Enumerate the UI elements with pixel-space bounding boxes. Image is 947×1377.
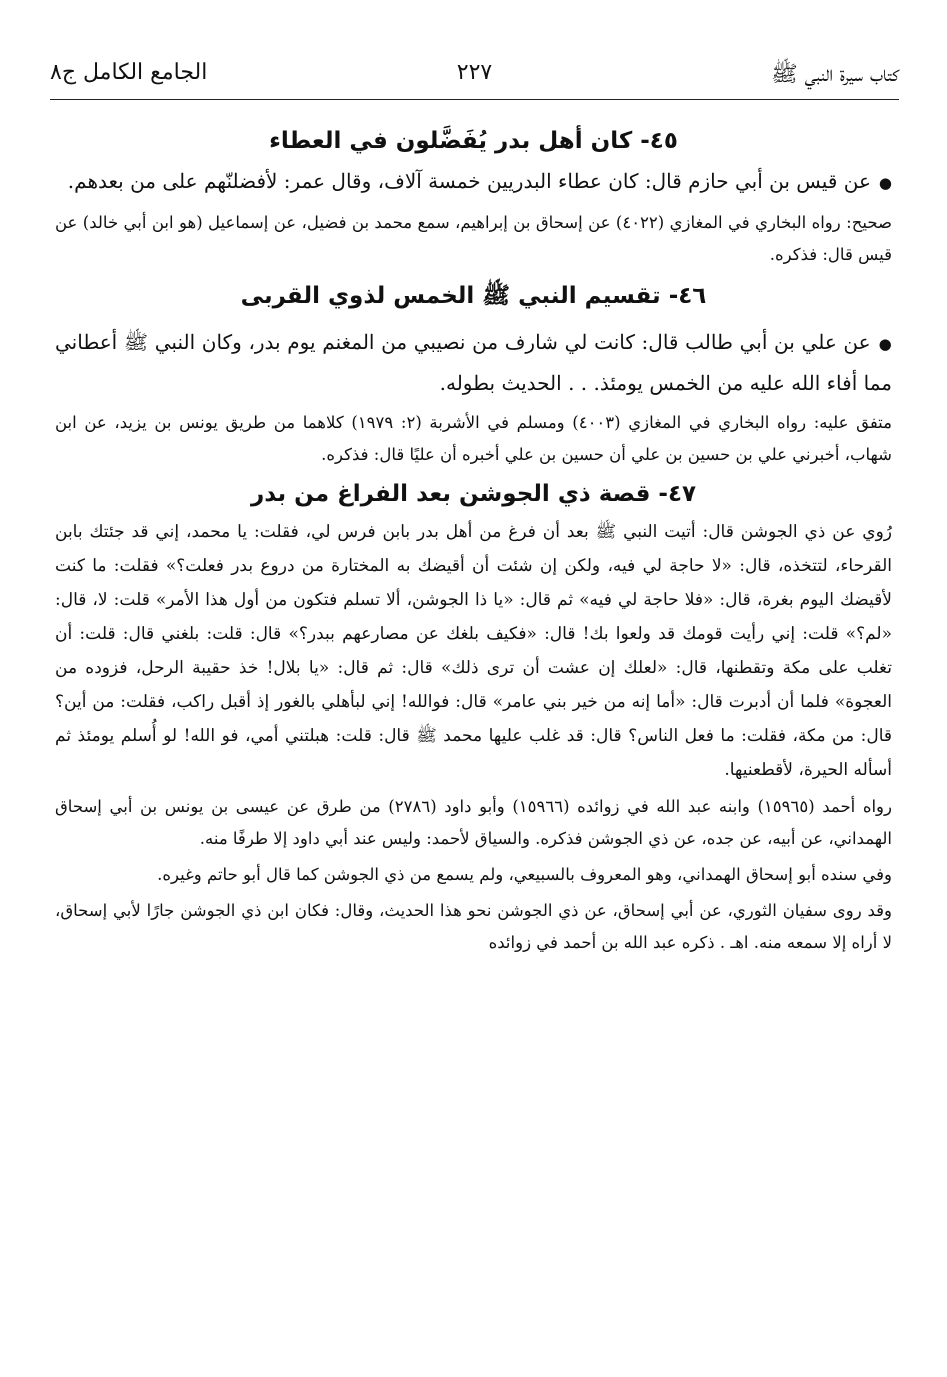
header-divider — [50, 99, 899, 100]
section-46 — [55, 281, 892, 471]
story-text: رُوي عن ذي الجوشن قال: أتيت النبي ﷺ بعد أن فرغ من أهل بدر بابن فرس لي، فقلت: يا محمد، إني قد جئتك بابن القرحاء، لتتخذه، قال: «لا حاجة لي فيه، ولكن إن شئت أن أقيضك به المختارة من دروع بدر فعلت؟» فقلت: ما كنت لأقيضك اليوم بغرة، قال: «فلا حاجة لي فيه» ثم قال: «يا ذا الجوشن، ألا تسلم فتكون من أول هذا الأمر» قلت: لا، قال: «لم؟» قلت: إني رأيت قومك قد ولعوا بك! قال: «فكيف بلغك عن مصارعهم ببدر؟» قال: قلت: بلغني قال: قلت: أن تغلب على مكة وتقطنها، قال: «لعلك إن عشت أن ترى ذلك» قال: ثم قال: «يا بلال! خذ حقيبة الرحل، فزوده من العجوة» فلما أن أدبرت قال: «أما إنه من خير بني عامر» قال: فوالله! إني لبأهلي بالغور إذ أقبل راكب، فقلت: من أين؟ قال: من مكة، فقلت: ما فعل الناس؟ قال: قد غلب عليها محمد ﷺ قال: قلت: هبلتني أمي، فو الله! لو أُسلم يومئذ ثم أسأله الحيرة، لأقطعنيها. — [55, 522, 892, 780]
page-body — [55, 118, 892, 963]
bullet-icon: ● — [878, 174, 892, 192]
section-47 — [55, 481, 892, 959]
hadith-text — [55, 162, 892, 203]
section-45 — [55, 128, 892, 271]
reference-paragraph: رواه أحمد (١٥٩٦٥) وابنه عبد الله في زوائده (١٥٩٦٦) وأبو داود (٢٧٨٦) من طرق عن عيسى بن يونس بن أبي إسحاق الهمداني، عن أبيه، عن جده، عن ذي الجوشن فذكره. والسياق لأحمد: وليس عند أبي داود إلا طرفًا منه. — [55, 797, 892, 848]
running-header — [50, 52, 899, 102]
hadith-body: عن قيس بن أبي حازم قال: كان عطاء البدريين خمسة آلاف، وقال عمر: لأفضلنّهم على من بعدهم. — [67, 169, 871, 193]
hadith-body: عن علي بن أبي طالب قال: كانت لي شارف من نصيبي من المغنم يوم بدر، وكان النبي ﷺ أعطاني مما أفاء الله عليه من الخمس يومئذ. . . الحديث بطوله. — [55, 330, 892, 395]
header-book-title: كتاب سيرة النبي ﷺ — [771, 62, 899, 87]
section-title: ٤٥- كان أهل بدر يُفَضَّلون في العطاء — [269, 128, 678, 154]
section-title: ٤٧- قصة ذي الجوشن بعد الفراغ من بدر — [250, 481, 697, 507]
hadith-reference: صحيح: رواه البخاري في المغازي (٤٠٢٢) عن إسحاق بن إبراهيم، سمع محمد بن فضيل، عن إسماعيل (هو ابن أبي خالد) عن قيس قال: فذكره. — [55, 213, 892, 264]
reference-paragraph: وفي سنده أبو إسحاق الهمداني، وهو المعروف بالسبيعي، ولم يسمع من ذي الجوشن كما قال أبو حاتم وغيره. — [157, 865, 892, 884]
header-volume-title: الجامع الكامل ج٨ — [50, 60, 208, 85]
section-title: ٤٦- تقسيم النبي ﷺ الخمس لذوي القربى — [240, 283, 707, 309]
bullet-icon: ● — [878, 335, 893, 353]
hadith-reference: متفق عليه: رواه البخاري في المغازي (٤٠٠٣) ومسلم في الأشربة (٢: ١٩٧٩) كلاهما من طريق يونس بن يزيد، عن ابن شهاب، أخبرني علي بن حسين بن علي أن حسين بن علي أخبره أن عليًا قال: فذكره. — [55, 413, 892, 464]
hadith-text — [55, 323, 892, 403]
page-number: ٢٢٧ — [456, 60, 493, 85]
reference-paragraph: وقد روى سفيان الثوري، عن أبي إسحاق، عن ذي الجوشن نحو هذا الحديث، وقال: فكان ابن ذي الجوشن جارًا لأبي إسحاق، لا أراه إلا سمعه منه. اهـ . ذكره عبد الله بن أحمد في زوائده — [55, 901, 892, 952]
